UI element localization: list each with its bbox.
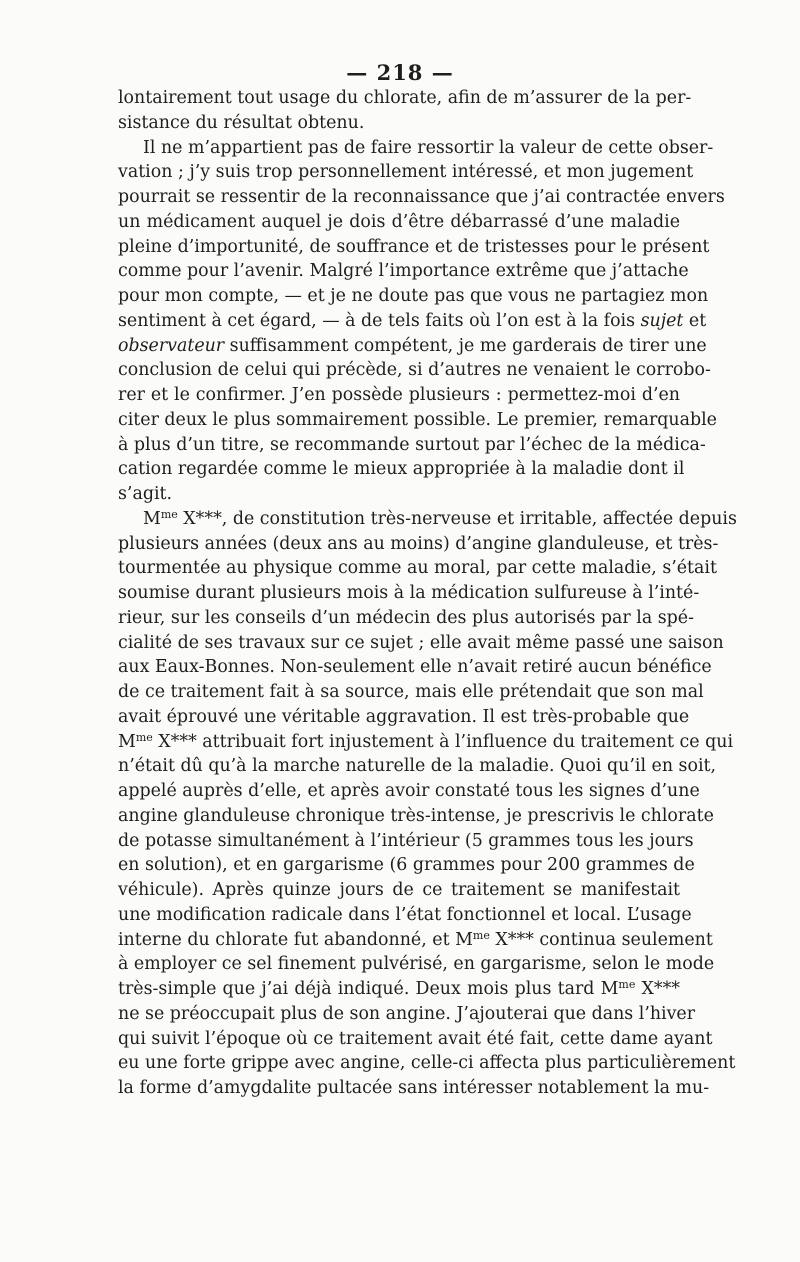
text-line [118,160,694,185]
text-line [118,507,737,532]
text-line [118,1076,710,1101]
text-segment: suffisamment compétent, je me garderais de tirer une [224,335,707,356]
text-line [118,952,715,977]
text-segment: comme pour l’avenir. Malgré l’importance extrême que j’attache [118,261,689,282]
text-segment: plusieurs années (deux ans au moins) d’angine glanduleuse, et très- [118,533,719,554]
text-segment: ne se préoccupait plus de son angine. J’ajouterai que dans l’hiver [118,1003,696,1024]
text-line [118,1002,696,1027]
text-segment: rer et le confirmer. J’en possède plusieurs : permettez-moi d’en [118,385,680,405]
text-line [118,754,717,779]
text-segment: pour mon compte, — et je ne doute pas que vous ne partagiez mon [118,286,709,306]
text-segment: de potasse simultanément à l’intérieur (5 grammes tous les jours [118,830,694,851]
text-segment: cialité de ses travaux sur ce sujet ; elle avait même passé une saison [118,632,724,653]
text-segment: aux Eaux-Bonnes. Non-seulement elle n’avait retiré aucun bénéfice [118,657,712,678]
text-line [118,977,680,1002]
text-segment: lontairement tout usage du chlorate, afin de m’assurer de la per- [118,88,692,108]
superscript: me [135,730,153,744]
text-segment: sentiment à cet égard, — à de tels faits où l’on est à la fois [118,310,641,331]
text-segment: X*** attribuait fort injustement à l’influence du traitement ce qui [152,731,734,752]
text-segment: à employer ce sel finement pulvérisé, en gargarisme, selon le mode [118,954,715,975]
text-line [118,730,734,755]
text-line [118,433,706,458]
text-segment: rieur, sur les conseils d’un médecin des plus autorisés par la spé- [118,607,694,628]
text-segment: M [143,508,161,529]
text-line [118,334,707,359]
text-segment: pleine d’importunité, de souffrance et de tristesses pour le présent [118,236,710,257]
text-line [118,408,717,433]
text-line [118,705,690,730]
text-line [118,358,711,383]
text-line [118,581,700,606]
text-line [118,779,700,804]
text-segment: citer deux le plus sommairement possible. Le premier, remarquable [118,409,717,430]
text-segment: n’était dû qu’à la marche naturelle de la maladie. Quoi qu’il en soit, [118,756,717,777]
text-segment: tourmentée au physique comme au moral, par cette maladie, s’était [118,558,717,579]
text-segment: pourrait se ressentir de la reconnaissance que j’ai contractée envers [118,187,725,207]
text-segment: M [118,731,136,752]
text-segment: sistance du résultat obtenu. [118,112,365,133]
text-line [118,556,717,581]
text-segment: X*** continua seulement [489,929,713,950]
text-segment: un médicament auquel je dois d’être débarrassé d’une maladie [118,211,680,232]
superscript: me [472,928,490,942]
text-segment: angine glanduleuse chronique très-intense, je prescrivis le chlorate [118,805,714,826]
text-line [118,210,680,235]
italic-text: observateur [118,335,225,356]
text-line [118,383,680,408]
text-segment: la forme d’amygdalite pultacée sans intéresser notablement la mu- [118,1078,710,1098]
text-segment: eu une forte grippe avec angine, celle-ci affecta plus particulièrement [118,1053,736,1074]
text-line [118,680,704,705]
text-segment: X***, de constitution très-nerveuse et irritable, affectée depuis [177,508,737,529]
text-line [118,1027,713,1052]
text-line [118,235,710,260]
text-segment: avait éprouvé une véritable aggravation. Il est très-probable que [118,706,690,727]
text-segment: très-simple que j’ai déjà indiqué. Deux mois plus tard M [118,979,619,999]
text-line [118,655,712,680]
text-segment: interne du chlorate fut abandonné, et M [118,929,473,950]
text-segment: et [683,310,707,331]
text-line [118,482,680,507]
text-segment: véhicule). Après quinze jours de ce traitement se manifestait [118,880,680,900]
text-segment: à plus d’un titre, se recommande surtout par l’échec de la médica- [118,434,706,455]
superscript: me [160,507,178,521]
text-line [118,86,692,111]
page-number: — 218 — [346,60,454,85]
text-segment: appelé auprès d’elle, et après avoir constaté tous les signes d’une [118,781,700,801]
text-line [118,259,689,284]
body-text [118,86,737,1101]
text-segment: soumise durant plusieurs mois à la médication sulfureuse à l’inté- [118,583,700,603]
text-segment: une modification radicale dans l’état fonctionnel et local. L’usage [118,904,692,925]
italic-text: sujet [640,310,684,331]
text-line [118,309,707,334]
text-line [118,606,694,631]
text-line [118,631,724,656]
text-segment: qui suivit l’époque où ce traitement avait été fait, cette dame ayant [118,1028,713,1049]
text-segment: Il ne m’appartient pas de faire ressortir la valeur de cette obser- [143,137,714,158]
text-line [118,532,719,557]
text-segment: vation ; j’y suis trop personnellement intéressé, et mon jugement [118,162,694,183]
superscript: me [618,978,636,991]
text-segment: s’agit. [118,484,173,504]
text-segment: cation regardée comme le mieux appropriée à la maladie dont il [118,459,685,480]
text-line [118,111,680,136]
text-line [118,185,725,210]
text-segment: conclusion de celui qui précède, si d’autres ne venaient le corrobo- [118,360,711,381]
text-line [118,928,713,953]
text-line [118,829,694,854]
text-segment: X*** [635,979,680,999]
text-segment: de ce traitement fait à sa source, mais elle prétendait que son mal [118,682,704,702]
text-line [118,1051,736,1076]
text-line [118,136,714,161]
text-line [118,878,680,903]
text-line [118,457,685,482]
text-line [118,284,709,309]
text-line [118,903,692,928]
text-segment: en solution), et en gargarisme (6 grammes pour 200 grammes de [118,855,695,876]
text-line [118,853,695,878]
text-line [118,804,714,829]
